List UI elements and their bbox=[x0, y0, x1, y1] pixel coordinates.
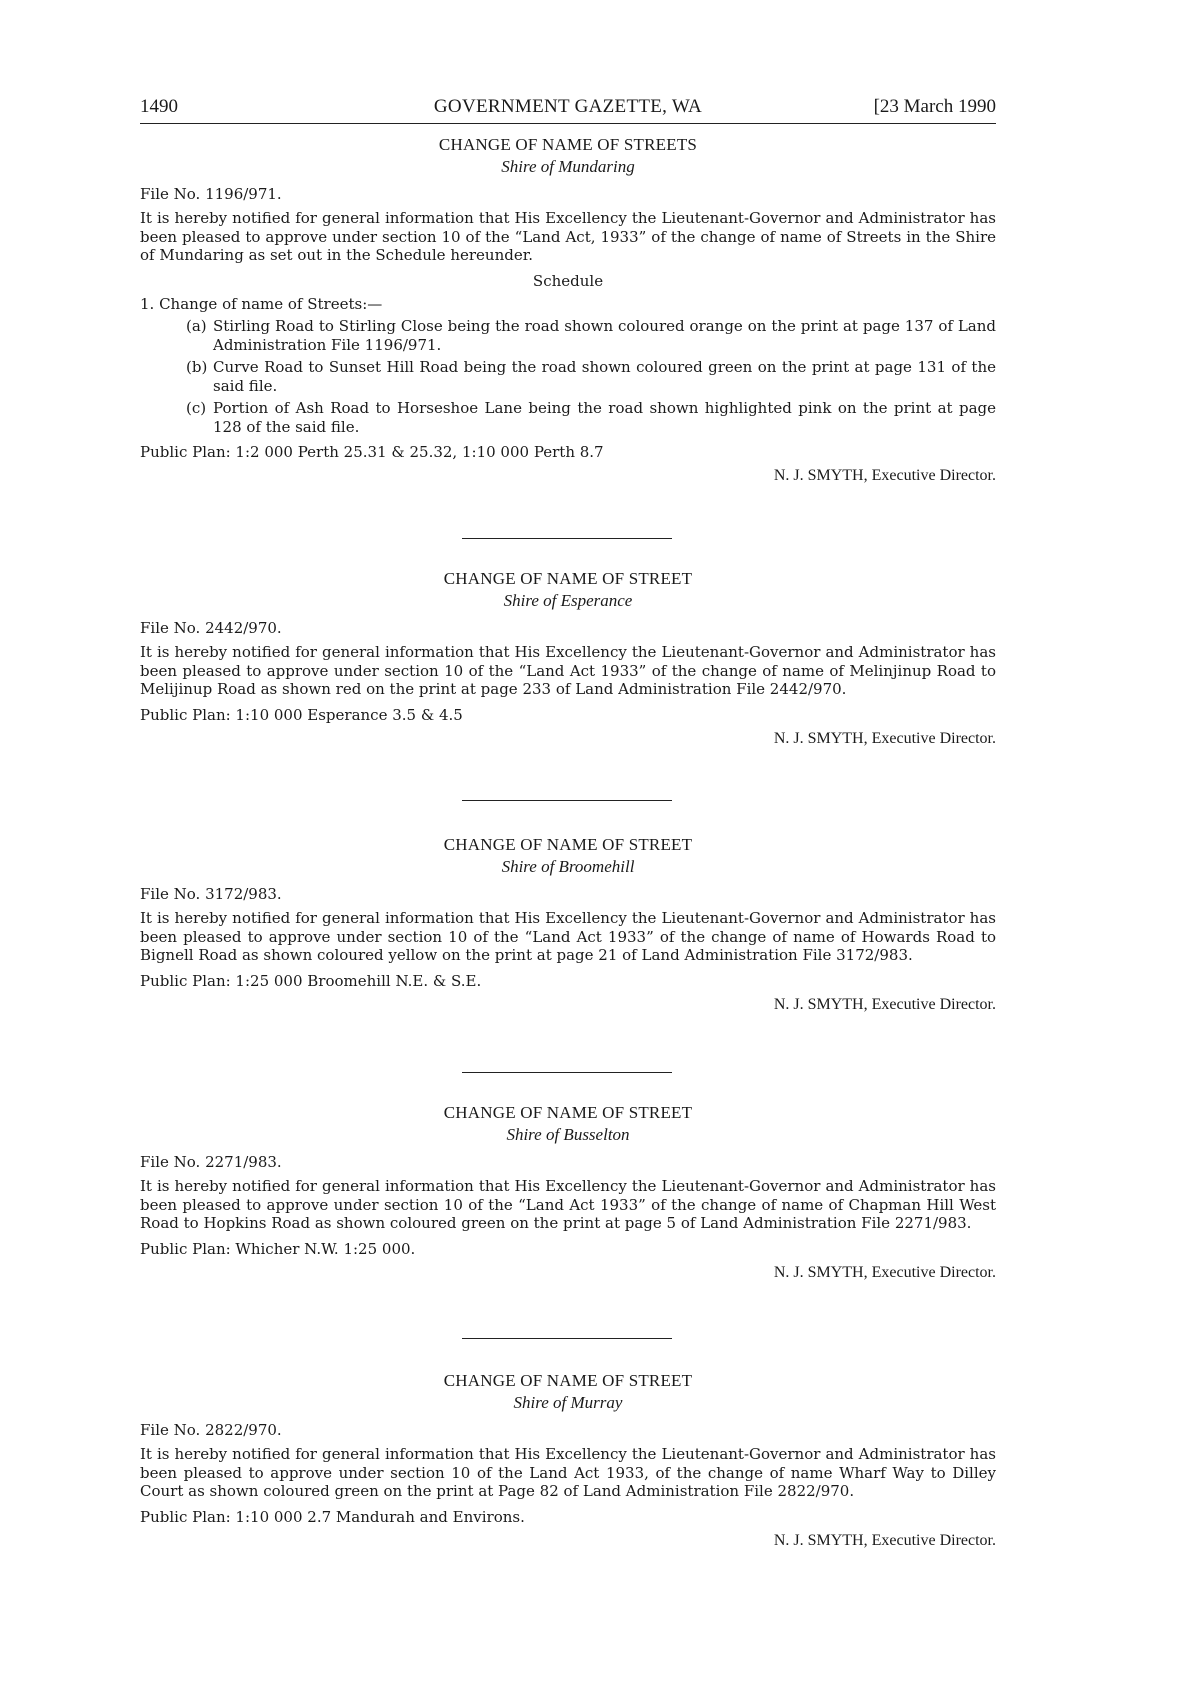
public-plan: Public Plan: Whicher N.W. 1:25 000. bbox=[140, 1239, 416, 1258]
notice-shire: Shire of Esperance bbox=[503, 591, 633, 610]
signature: N. J. SMYTH, Executive Director. bbox=[773, 1263, 996, 1281]
header-rule bbox=[140, 123, 996, 124]
issue-date: [23 March 1990 bbox=[873, 96, 996, 117]
notice-title: CHANGE OF NAME OF STREET bbox=[443, 835, 693, 854]
notice-separator bbox=[462, 1338, 672, 1339]
notice-title: CHANGE OF NAME OF STREETS bbox=[438, 135, 698, 154]
schedule-sub-item bbox=[140, 399, 996, 436]
public-plan: Public Plan: 1:10 000 Esperance 3.5 & 4.5 bbox=[140, 705, 463, 724]
public-plan: Public Plan: 1:25 000 Broomehill N.E. & S.E. bbox=[140, 971, 482, 990]
notice-separator bbox=[462, 800, 672, 801]
signature: N. J. SMYTH, Executive Director. bbox=[773, 467, 996, 484]
notice-shire: Shire of Mundaring bbox=[501, 157, 635, 176]
sub-item-text: Portion of Ash Road to Horseshoe Lane being the road shown highlighted pink on the print at page 128 of the said file. bbox=[213, 399, 996, 436]
notice-title: CHANGE OF NAME OF STREET bbox=[443, 1103, 693, 1122]
notice-file-number: File No. 2822/970. bbox=[140, 1421, 282, 1439]
notice-title: CHANGE OF NAME OF STREET bbox=[443, 569, 693, 588]
schedule-sub-item bbox=[140, 358, 996, 395]
notice-shire: Shire of Murray bbox=[513, 1393, 623, 1412]
sub-item-label: (b) bbox=[186, 358, 208, 376]
notice-shire: Shire of Broomehill bbox=[501, 857, 635, 876]
sub-item-text: Stirling Road to Stirling Close being the road shown coloured orange on the print at page 137 of Land Administration File 1196/971. bbox=[213, 317, 996, 354]
notice-file-number: File No. 2271/983. bbox=[140, 1153, 282, 1171]
page-number: 1490 bbox=[140, 96, 178, 117]
page-header bbox=[140, 96, 996, 122]
notice-title: CHANGE OF NAME OF STREET bbox=[443, 1371, 693, 1390]
notice-shire: Shire of Busselton bbox=[506, 1125, 630, 1144]
publication-title: GOVERNMENT GAZETTE, WA bbox=[433, 96, 703, 117]
notice-file-number: File No. 3172/983. bbox=[140, 885, 282, 903]
public-plan: Public Plan: 1:2 000 Perth 25.31 & 25.32, 1:10 000 Perth 8.7 bbox=[140, 443, 604, 461]
notice-busselton bbox=[140, 1102, 996, 1283]
schedule-item: 1. Change of name of Streets:— bbox=[140, 294, 383, 313]
notice-mundaring bbox=[140, 134, 996, 486]
schedule-sub-item bbox=[140, 317, 996, 354]
notice-file-number: File No. 2442/970. bbox=[140, 619, 282, 637]
notice-esperance bbox=[140, 568, 996, 749]
signature: N. J. SMYTH, Executive Director. bbox=[773, 995, 996, 1013]
notice-body: It is hereby notified for general information that His Excellency the Lieutenant-Governor and Administrator has been pleased to approve under section 10 of the “Land Act, 1933” of the change of name of Streets in the Shire of Mundaring as set out in the Schedule hereunder. bbox=[140, 209, 996, 264]
public-plan: Public Plan: 1:10 000 2.7 Mandurah and Environs. bbox=[140, 1507, 525, 1526]
signature: N. J. SMYTH, Executive Director. bbox=[773, 1531, 996, 1549]
sub-item-text: Curve Road to Sunset Hill Road being the road shown coloured green on the print at page 131 of the said file. bbox=[213, 358, 996, 395]
notice-separator bbox=[462, 1072, 672, 1073]
notice-separator bbox=[462, 538, 672, 539]
schedule-heading: Schedule bbox=[532, 271, 604, 290]
signature: N. J. SMYTH, Executive Director. bbox=[773, 729, 996, 747]
sub-item-label: (c) bbox=[186, 399, 207, 417]
notice-body: It is hereby notified for general information that His Excellency the Lieutenant-Governor and Administrator has been pleased to approve under section 10 of the Land Act 1933, of the change of name Wharf Way to Dilley Court as shown coloured green on the print at Page 82 of Land Administration File 2822/970. bbox=[140, 1445, 996, 1500]
notice-murray bbox=[140, 1370, 996, 1551]
notice-body: It is hereby notified for general information that His Excellency the Lieutenant-Governor and Administrator has been pleased to approve under section 10 of the “Land Act 1933” of the change of name of Melinjinup Road to Melijinup Road as shown red on the print at page 233 of Land Administration File 2442/970. bbox=[140, 643, 996, 698]
notice-broomehill bbox=[140, 834, 996, 1015]
notice-body: It is hereby notified for general information that His Excellency the Lieutenant-Governor and Administrator has been pleased to approve under section 10 of the “Land Act 1933” of the change of name of Chapman Hill West Road to Hopkins Road as shown coloured green on the print at page 5 of Land Administration File 2271/983. bbox=[140, 1177, 996, 1232]
sub-item-label: (a) bbox=[186, 317, 207, 335]
notice-file-number: File No. 1196/971. bbox=[140, 185, 282, 203]
notice-body: It is hereby notified for general information that His Excellency the Lieutenant-Governor and Administrator has been pleased to approve under section 10 of the “Land Act 1933” of the change of name of Howards Road to Bignell Road as shown coloured yellow on the print at page 21 of Land Administration File 3172/983. bbox=[140, 909, 996, 964]
